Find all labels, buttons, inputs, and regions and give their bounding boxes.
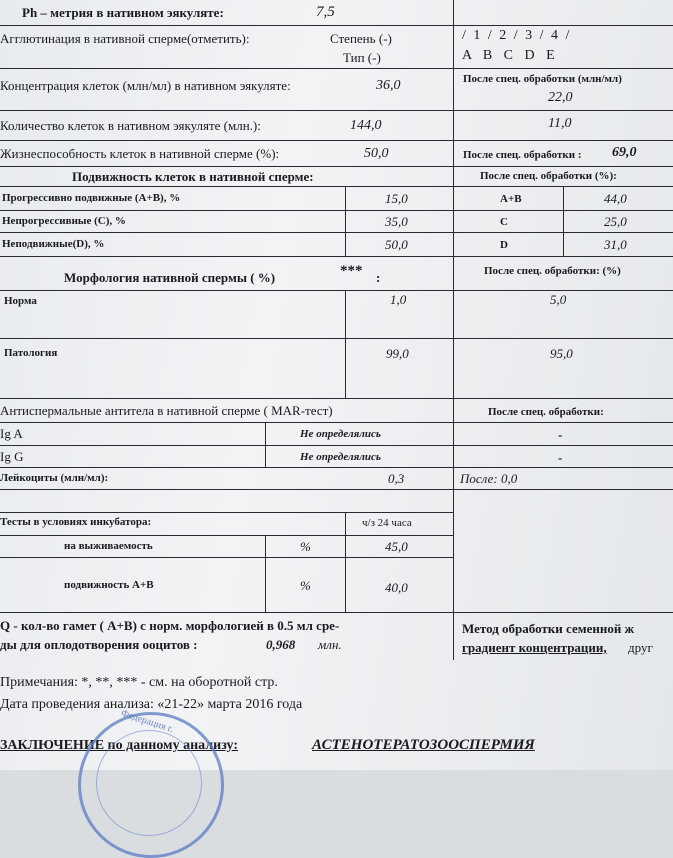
morphology-title: Морфология нативной спермы ( %): [64, 270, 276, 285]
motility-row-label: Непрогрессивные (С), %: [2, 215, 126, 227]
incubator-label: Тесты в условиях инкубатора:: [0, 516, 152, 528]
agglutination-label: Агглютинация в нативной сперме(отметить):: [0, 31, 250, 46]
count-label: Количество клеток в нативном эякуляте (млн.):: [0, 118, 261, 133]
morphology-after-title: После спец. обработки: (%): [484, 265, 621, 277]
viability-value: 50,0: [364, 146, 389, 161]
viability-after-label: После спец. обработки :: [463, 149, 582, 161]
incubator-survival-unit: %: [300, 539, 311, 554]
mar-iga-value: Не определялись: [300, 428, 381, 440]
concentration-label: Концентрация клеток (млн/мл) в нативном эякуляте:: [0, 78, 291, 93]
motility-row-after-value: 31,0: [604, 237, 627, 252]
morphology-stars: ***: [340, 263, 363, 279]
morphology-pathology-value: 99,0: [386, 346, 409, 361]
leukocytes-value: 0,3: [388, 471, 405, 486]
concentration-after-value: 22,0: [548, 90, 573, 105]
count-after-value: 11,0: [548, 116, 572, 131]
morphology-norm-after: 5,0: [550, 292, 567, 307]
mar-title: Антиспермальные антитела в нативной сперме ( MAR-тест): [0, 403, 333, 418]
morphology-norm-value: 1,0: [390, 292, 407, 307]
incubator-motility-unit: %: [300, 578, 311, 593]
method-tail: друг: [628, 640, 653, 655]
viability-after-value: 69,0: [612, 145, 637, 160]
concentration-after-label: После спец. обработки (млн/мл): [463, 73, 622, 85]
mar-igg-after: -: [558, 450, 563, 465]
morphology-pathology-after: 95,0: [550, 346, 573, 361]
motility-row-after-value: 44,0: [604, 191, 627, 206]
q-value: 0,968: [266, 637, 296, 652]
agglutination-letters: A B C D E: [462, 48, 555, 63]
method-line1: Метод обработки семенной ж: [462, 621, 635, 636]
concentration-value: 36,0: [376, 78, 401, 93]
morphology-pathology-label: Патология: [4, 347, 58, 359]
mar-igg-label: Ig G: [0, 449, 24, 464]
mar-igg-value: Не определялись: [300, 451, 381, 463]
leukocytes-label: Лейкоциты (млн/мл):: [0, 472, 109, 484]
ph-value: 7,5: [316, 4, 335, 20]
mar-iga-label: Ig A: [0, 426, 23, 441]
motility-after-title: После спец. обработки (%):: [480, 170, 617, 182]
incubator-time: ч/з 24 часа: [362, 517, 412, 529]
motility-row-after-label: А+В: [500, 193, 522, 205]
viability-label: Жизнеспособность клеток в нативной сперме (%):: [0, 146, 280, 161]
stamp-inner-ring: [96, 730, 202, 836]
morphology-colon: :: [376, 270, 381, 285]
motility-row-after-value: 25,0: [604, 214, 627, 229]
incubator-survival-value: 45,0: [385, 539, 408, 554]
motility-row-label: Прогрессивно подвижные (А+В), %: [2, 192, 181, 204]
method-line2: градиент концентрации,: [462, 640, 607, 655]
q-line2: ды для оплодотворения ооцитов :: [0, 637, 198, 652]
conclusion-label: ЗАКЛЮЧЕНИЕ по данному анализу:: [0, 738, 239, 753]
conclusion-value: АСТЕНОТЕРАТОЗООСПЕРМИЯ: [312, 737, 535, 753]
q-line1: Q - кол-во гамет ( А+В) с норм. морфологией в 0.5 мл сре-: [0, 618, 340, 633]
count-value: 144,0: [350, 118, 382, 133]
ph-label: Ph – метрия в нативном эякуляте:: [22, 5, 224, 20]
incubator-motility-value: 40,0: [385, 580, 408, 595]
stamp-text: Федерация г.: [119, 707, 175, 736]
motility-row-value: 50,0: [385, 237, 408, 252]
incubator-survival-label: на выживаемость: [64, 540, 153, 552]
q-unit: млн.: [318, 637, 342, 652]
analysis-date: Дата проведения анализа: «21-22» марта 2016 года: [0, 697, 303, 712]
leukocytes-after: После: 0,0: [460, 471, 518, 486]
agglutination-degree: Степень (-): [330, 31, 392, 46]
motility-title: Подвижность клеток в нативной сперме:: [72, 169, 314, 184]
morphology-norm-label: Норма: [4, 295, 37, 307]
motility-row-value: 35,0: [385, 214, 408, 229]
incubator-motility-label: подвижность А+В: [64, 579, 154, 591]
notes-line: Примечания: *, **, *** - см. на оборотной стр.: [0, 675, 278, 690]
mar-after-title: После спец. обработки:: [488, 406, 604, 418]
motility-row-after-label: С: [500, 216, 508, 228]
agglutination-type: Тип (-): [343, 50, 381, 65]
agglutination-scale: / 1 / 2 / 3 / 4 /: [462, 28, 570, 43]
motility-row-after-label: D: [500, 239, 508, 251]
mar-iga-after: -: [558, 427, 563, 442]
motility-row-label: Неподвижные(D), %: [2, 238, 105, 250]
motility-row-value: 15,0: [385, 191, 408, 206]
